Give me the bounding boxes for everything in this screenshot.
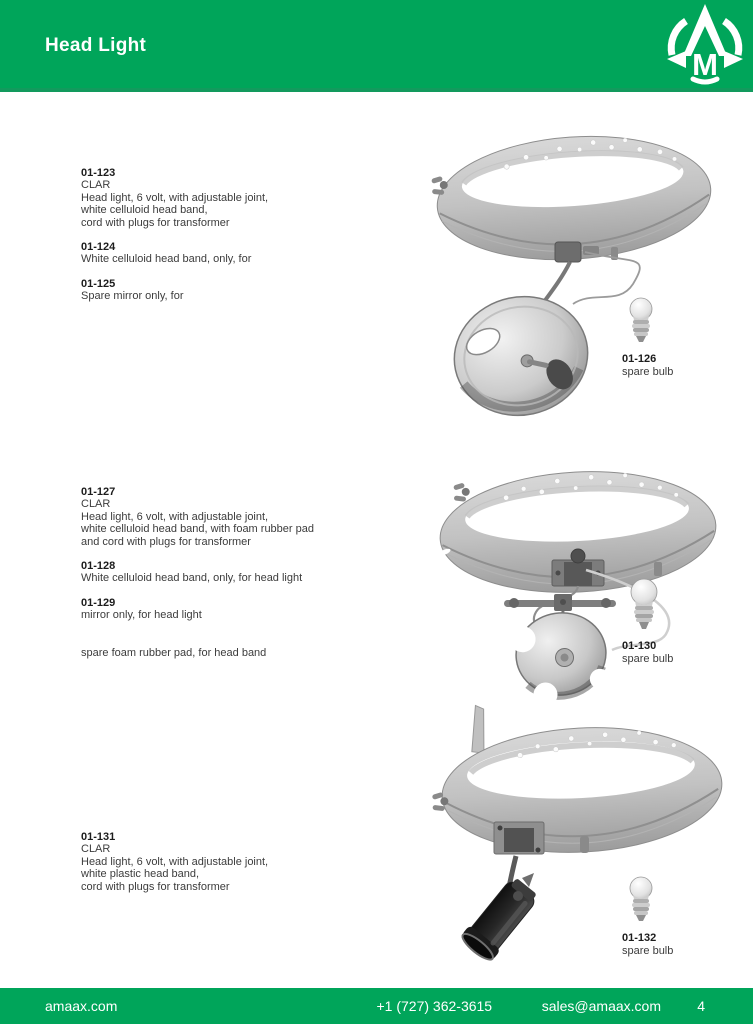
product-desc-line: spare foam rubber pad, for head band [81, 646, 267, 659]
spare-bulb-group-2 [622, 578, 742, 666]
product-desc-line: white plastic head band, [81, 868, 200, 881]
product-item [81, 560, 416, 585]
footer-website: amaax.com [45, 998, 118, 1014]
product-code: 01-131 [81, 831, 116, 843]
product-desc-line: and cord with plugs for transformer [81, 535, 251, 548]
product-desc-line: cord with plugs for transformer [81, 216, 230, 229]
product-code: 01-129 [81, 596, 116, 609]
product-desc-line: CLAR [81, 498, 111, 511]
footer-email: sales@amaax.com [541, 998, 661, 1014]
bulb-code: 01-130 [622, 640, 657, 652]
product-desc-line: white celluloid head band, with foam rubber pad [81, 523, 314, 536]
product-code: 01-123 [81, 167, 116, 179]
product-desc-line: Head light, 6 volt, with adjustable joint, [81, 510, 269, 523]
product-code: 01-124 [81, 241, 116, 254]
product-desc-line: mirror only, for head light [81, 609, 202, 622]
product-item [81, 647, 416, 659]
section-1-text [81, 167, 416, 303]
spare-bulb-group-1 [622, 297, 742, 379]
footer-page-number: 4 [697, 998, 705, 1014]
product-code: 01-125 [81, 277, 116, 290]
spare-bulb-image [622, 876, 660, 922]
head-mirror [507, 607, 613, 700]
section-2-text [81, 486, 416, 659]
product-desc-line: CLAR [81, 179, 111, 192]
band-adjustment-screw [453, 482, 470, 502]
bulb-code: 01-132 [622, 932, 657, 944]
band-strap-tip [469, 705, 485, 754]
bulb-label: spare bulb [622, 366, 674, 378]
head-lamp [458, 874, 542, 962]
product-item [81, 486, 416, 548]
svg-text:M: M [692, 47, 718, 82]
product-desc-line: Head light, 6 volt, with adjustable joint, [81, 855, 269, 868]
lamp-pivot [513, 891, 523, 901]
product-item [81, 167, 416, 229]
head-mirror [443, 284, 599, 421]
product-desc-line: cord with plugs for transformer [81, 880, 230, 893]
bulb-label: spare bulb [622, 945, 674, 957]
amaax-emblem-icon [664, 4, 746, 86]
footer-phone: +1 (727) 362-3615 [376, 998, 493, 1014]
spare-bulb-group-3 [622, 876, 742, 958]
product-item [81, 597, 416, 622]
product-desc-line: Spare mirror only, for [81, 290, 184, 303]
product-desc-line: Head light, 6 volt, with adjustable joint, [81, 191, 269, 204]
head-band [430, 693, 725, 860]
product-item [81, 241, 416, 266]
product-desc-line: white celluloid head band, [81, 204, 208, 217]
product-desc-line: White celluloid head band, only, for [81, 253, 252, 266]
product-desc-line: CLAR [81, 843, 111, 856]
product-code: 01-128 [81, 560, 116, 573]
product-desc-line: White celluloid head band, only, for head light [81, 572, 303, 585]
section-3-text [81, 831, 416, 893]
bulb-code: 01-126 [622, 353, 657, 365]
bulb-label: spare bulb [622, 653, 674, 665]
product-item [81, 831, 416, 893]
product-code: 01-127 [81, 486, 116, 498]
spare-bulb-image [622, 578, 666, 630]
page-title: Head Light [45, 35, 147, 56]
page-header [0, 0, 753, 92]
spare-bulb-image [622, 297, 660, 343]
product-item [81, 278, 416, 303]
page-footer [0, 988, 753, 1024]
